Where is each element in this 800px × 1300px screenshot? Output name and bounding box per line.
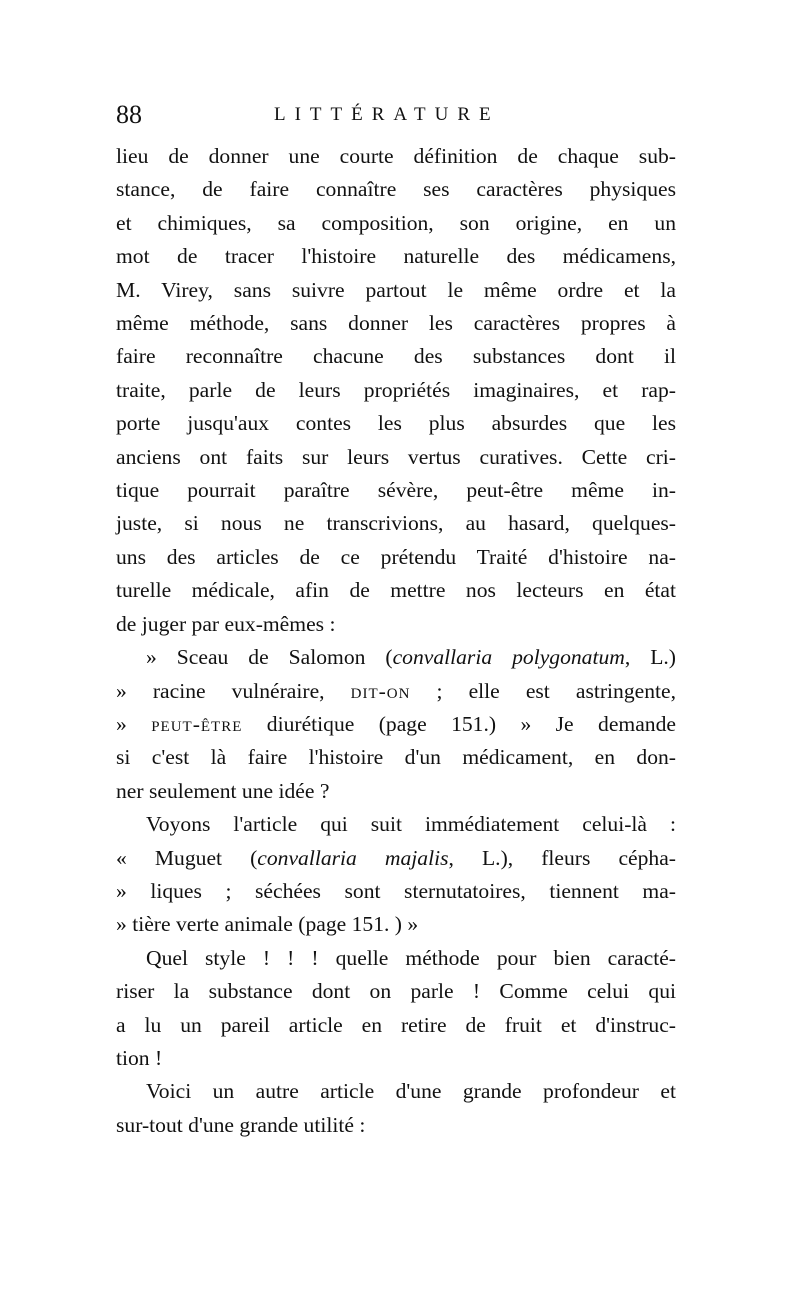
page-number: 88	[116, 100, 142, 129]
quote-line	[116, 641, 676, 674]
text-line: même méthode, sans donner les caractères propres à	[116, 311, 676, 336]
quote-text: diurétique (page 151.) » Je demande	[242, 711, 676, 736]
small-caps-text: peut-être	[151, 711, 243, 736]
text-line: mot de tracer l'histoire naturelle des médicamens,	[116, 244, 676, 269]
text-line: si c'est là faire l'histoire d'un médicament, en don-	[116, 745, 676, 770]
text-line: juste, si nous ne transcrivions, au hasard, quelques-	[116, 511, 676, 536]
text-line: stance, de faire connaître ses caractères physiques	[116, 177, 676, 202]
small-caps-text: dit-on	[350, 678, 411, 703]
quote-text: »	[116, 711, 152, 736]
text-line: ner seulement une idée ?	[116, 778, 330, 803]
text-line: Voyons l'article qui suit immédiatement celui-là :	[146, 812, 676, 837]
text-line: Voici un autre article d'une grande profondeur et	[146, 1079, 676, 1104]
text-line: turelle médicale, afin de mettre nos lecteurs en état	[116, 578, 676, 603]
text-line: lieu de donner une courte définition de chaque sub-	[116, 144, 676, 168]
quote-text: , L.), fleurs cépha-	[448, 845, 676, 870]
text-line: riser la substance dont on parle ! Comme celui qui	[116, 979, 676, 1004]
text-line: porte jusqu'aux contes les plus absurdes que les	[116, 411, 676, 436]
quote-line: » liques ; séchées sont sternutatoires, tiennent ma-	[116, 878, 676, 903]
text-line: Quel style ! ! ! quelle méthode pour bien caracté-	[146, 945, 676, 970]
quote-text: , L.)	[624, 645, 677, 670]
text-line: anciens ont faits sur leurs vertus curatives. Cette cri-	[116, 444, 676, 469]
body-text	[116, 140, 676, 1142]
quote-text: » Sceau de Salomon (	[146, 645, 393, 670]
text-line: tion !	[116, 1045, 163, 1070]
text-line: uns des articles de ce prétendu Traité d'histoire na-	[116, 544, 676, 569]
quote-line	[116, 842, 676, 875]
text-line: M. Virey, sans suivre partout le même ordre et la	[116, 277, 676, 302]
text-line: a lu un pareil article en retire de fruit et d'instruc-	[116, 1012, 676, 1037]
quote-text: » racine vulnéraire,	[116, 678, 351, 703]
text-line: tique pourrait paraître sévère, peut-être même in-	[116, 478, 676, 503]
latin-name: convallaria polygonatum	[392, 645, 625, 670]
text-line: sur-tout d'une grande utilité :	[116, 1112, 366, 1137]
text-line: et chimiques, sa composition, son origine, en un	[116, 210, 676, 235]
quote-line	[116, 708, 676, 741]
text-line: traite, parle de leurs propriétés imaginaires, et rap-	[116, 377, 676, 402]
page-header	[116, 100, 676, 140]
quote-text: « Muguet (	[116, 845, 258, 870]
quote-text: ; elle est astringente,	[410, 678, 676, 703]
latin-name: convallaria majalis	[257, 845, 449, 870]
quote-line: » tière verte animale (page 151. ) »	[116, 912, 419, 937]
running-head: LITTÉRATURE	[274, 104, 500, 125]
text-line: de juger par eux-mêmes :	[116, 611, 336, 636]
quote-line	[116, 675, 676, 708]
text-line: faire reconnaître chacune des substances dont il	[116, 344, 676, 369]
